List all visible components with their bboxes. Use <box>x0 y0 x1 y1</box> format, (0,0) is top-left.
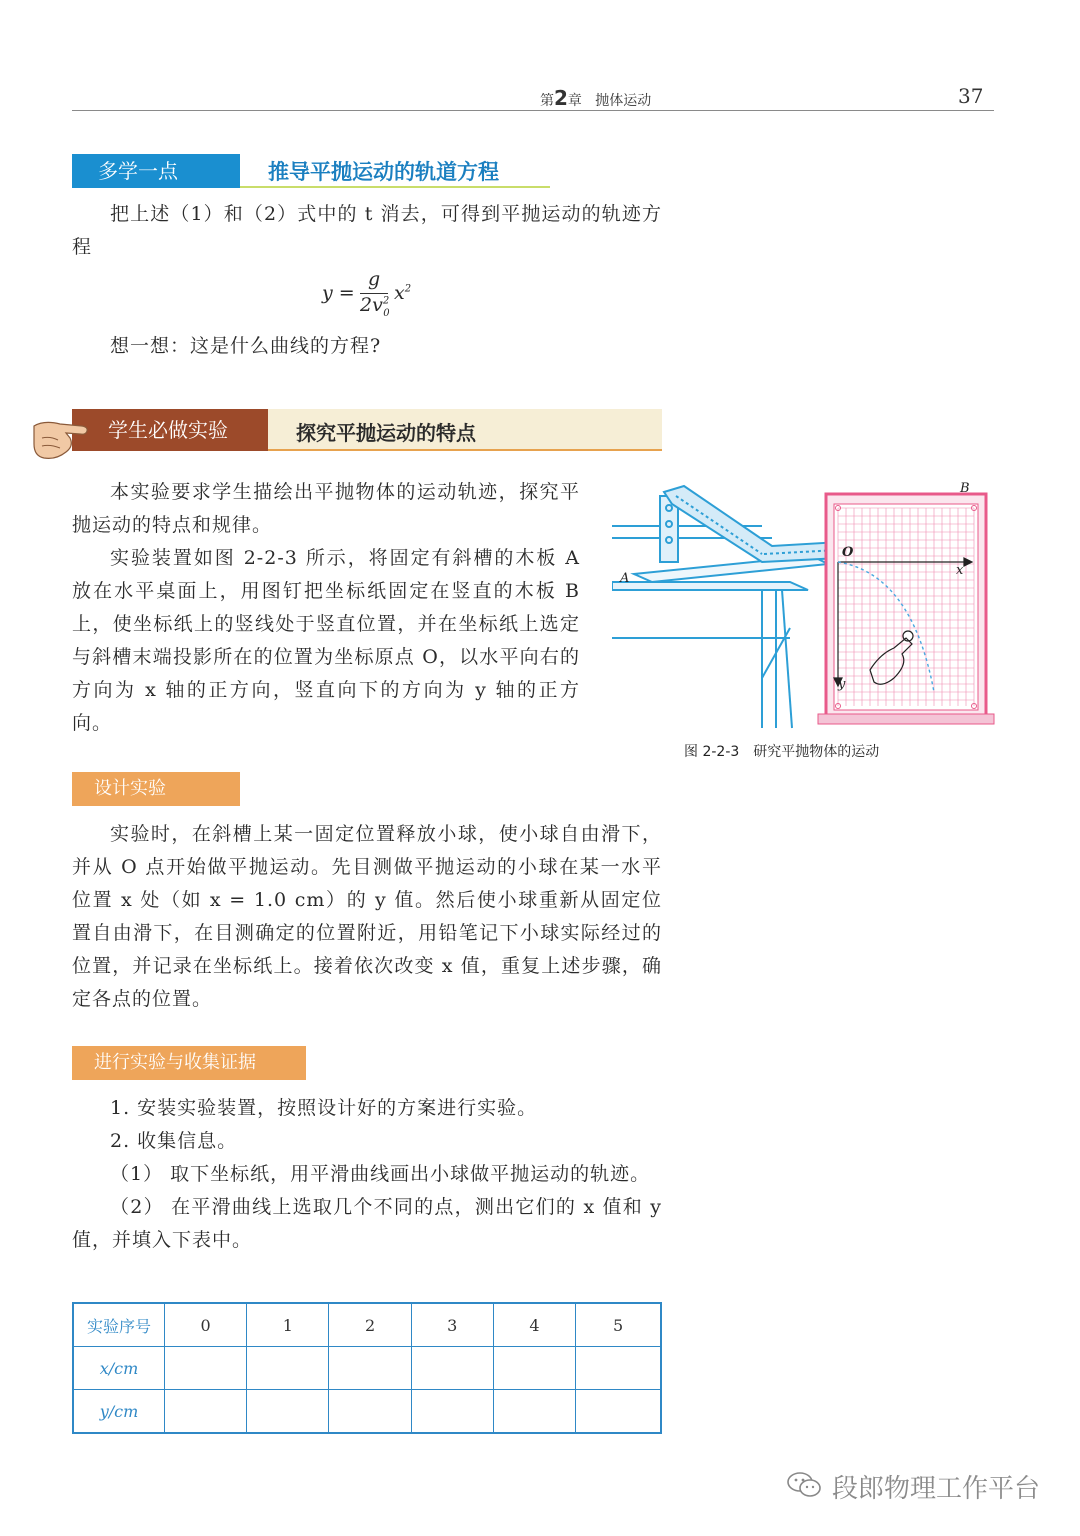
figure-caption: 图 2-2-3 研究平抛物体的运动 <box>684 744 880 760</box>
table-cell <box>576 1390 661 1434</box>
table-cell <box>329 1390 411 1434</box>
page-number: 37 <box>958 84 984 108</box>
extra-section-title: 推导平抛运动的轨道方程 <box>268 160 499 184</box>
table-cell <box>493 1390 575 1434</box>
data-table <box>72 1302 662 1434</box>
table-cell <box>165 1390 247 1434</box>
table-cell <box>411 1390 493 1434</box>
conduct-sub-2: （2） 在平滑曲线上选取几个不同的点，测出它们的 x 值和 y 值，并填入下表中。 <box>72 1196 662 1251</box>
table-cell <box>329 1347 411 1390</box>
table-col-header: 4 <box>493 1303 575 1347</box>
table-cell <box>576 1347 661 1390</box>
table-col-header: 5 <box>576 1303 661 1347</box>
chapter-prefix: 第 <box>540 93 554 109</box>
label-O: O <box>842 545 854 560</box>
eq-denominator-base: 2v <box>360 294 383 316</box>
watermark-text: 段郎物理工作平台 <box>832 1474 1041 1504</box>
table-cell <box>493 1347 575 1390</box>
eq-var-sup: 2 <box>404 283 412 295</box>
extra-section-tag: 多学一点 <box>72 154 240 188</box>
eq-denominator-sub: 0 <box>383 307 390 319</box>
conduct-step-1: 1. 安装实验装置，按照设计好的方案进行实验。 <box>110 1097 538 1119</box>
label-B: B <box>960 481 970 496</box>
experiment-heading <box>72 409 662 451</box>
chapter-number: 2 <box>554 86 568 110</box>
extra-section-para <box>72 198 662 264</box>
experiment-tag: 学生必做实验 <box>72 409 268 451</box>
header-divider <box>72 110 994 111</box>
eq-numerator: g <box>368 268 381 290</box>
table-col-header: 3 <box>411 1303 493 1347</box>
design-tag: 设计实验 <box>72 772 240 806</box>
hand-pointer-icon <box>30 418 92 462</box>
experiment-title: 探究平抛运动的特点 <box>296 421 476 445</box>
table-row-header: y/cm <box>73 1390 165 1434</box>
label-A: A <box>620 571 630 586</box>
table-col-header: 0 <box>165 1303 247 1347</box>
experiment-intro <box>72 476 580 740</box>
table-apparatus <box>612 486 840 728</box>
eq-var-base: x <box>394 282 405 304</box>
eq-denominator-sup: 2 <box>382 295 390 307</box>
table-col-header: 2 <box>329 1303 411 1347</box>
conduct-step-2: 2. 收集信息。 <box>110 1130 238 1152</box>
table-row <box>73 1347 661 1390</box>
experiment-figure <box>612 478 1002 734</box>
eq-lhs: y = <box>322 282 355 304</box>
experiment-heading-underline <box>268 449 662 451</box>
extra-section-underline <box>240 186 550 188</box>
conduct-tag: 进行实验与收集证据 <box>72 1046 306 1080</box>
table-cell <box>247 1390 329 1434</box>
think-question <box>72 330 662 363</box>
wechat-icon <box>786 1470 824 1500</box>
intro-para-1: 本实验要求学生描绘出平抛物体的运动轨迹，探究平抛运动的特点和规律。 <box>72 481 580 536</box>
conduct-text <box>72 1092 662 1257</box>
table-cell <box>247 1347 329 1390</box>
eq-var <box>394 282 411 304</box>
table-row-header: x/cm <box>73 1347 165 1390</box>
extra-para-text: 把上述（1）和（2）式中的 t 消去，可得到平抛运动的轨迹方程 <box>72 203 662 258</box>
intro-para-2: 实验装置如图 2-2-3 所示，将固定有斜槽的木板 A 放在水平桌面上，用图钉把坐标纸固定在竖直的木板 B 上，使坐标纸上的竖线处于竖直位置，并在坐标纸上选定与斜槽末端投影所在的位置为坐标原点 O，以水平向右的方向为 x 轴的正方向，竖直向下的方向为 y 轴的正方向。 <box>72 547 580 734</box>
eq-denominator <box>360 294 390 319</box>
think-question-text: 想一想：这是什么曲线的方程? <box>110 335 382 357</box>
conduct-sub-1: （1） 取下坐标纸，用平滑曲线画出小球做平抛运动的轨迹。 <box>110 1163 651 1185</box>
extra-section-heading <box>72 154 550 188</box>
table-row <box>73 1390 661 1434</box>
chapter-title: 抛体运动 <box>595 93 652 109</box>
label-y: y <box>838 677 846 692</box>
design-text <box>72 818 662 1016</box>
table-row <box>73 1303 661 1347</box>
label-x: x <box>956 563 964 578</box>
design-para: 实验时，在斜槽上某一固定位置释放小球，使小球自由滑下，并从 O 点开始做平抛运动。先目测做平抛运动的小球在某一水平位置 x 处（如 x = 1.0 cm）的 y 值。然后使小球重新从固定位置自由滑下，在目测确定的位置附近，用铅笔记下小球实际经过的位置，并记录在坐标纸上。接着依次改变 x 值，重复上述步骤，确定各点的位置。 <box>72 823 662 1010</box>
chapter-header <box>540 86 651 110</box>
table-col-header: 1 <box>247 1303 329 1347</box>
table-row-header: 实验序号 <box>73 1303 165 1347</box>
chapter-suffix: 章 <box>567 93 582 109</box>
table-cell <box>165 1347 247 1390</box>
table-cell <box>411 1347 493 1390</box>
